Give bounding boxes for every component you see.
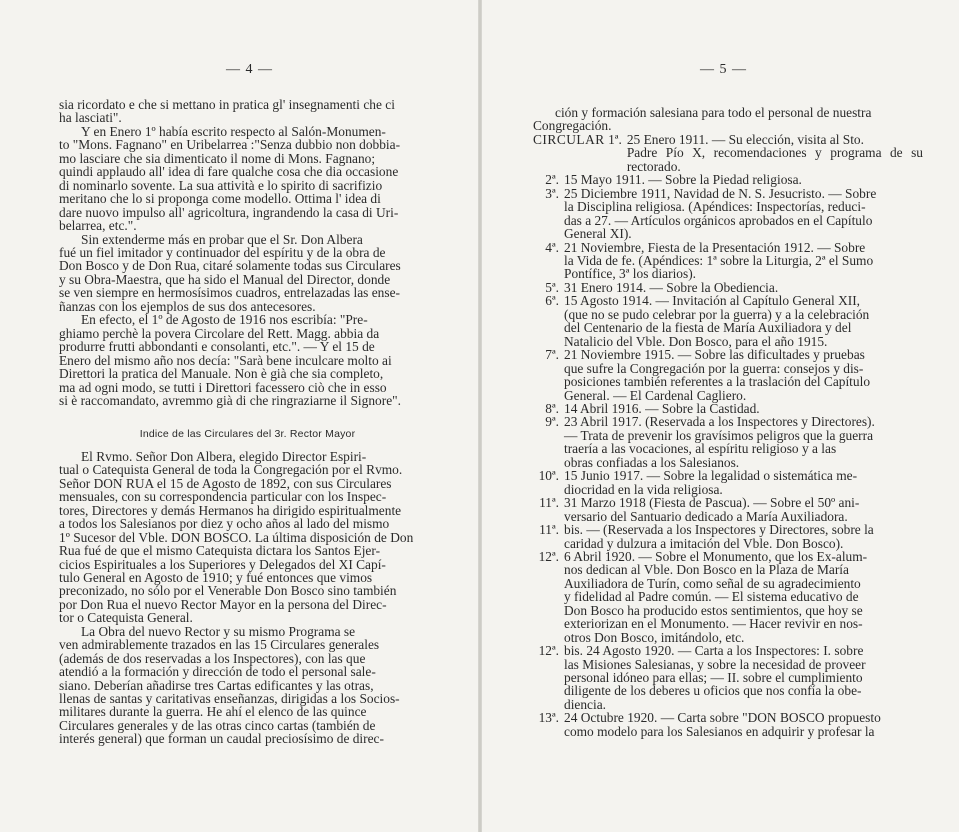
text-line: siano. Deberían añadirse tres Cartas edificantes y las otras, <box>59 677 374 693</box>
text-line: ción y formación salesiana para todo el personal de nuestra <box>555 105 872 120</box>
text-line: (que no se pudo celebrar por la guerra) y a la celebración <box>564 306 870 322</box>
circular-description <box>564 402 923 415</box>
circular-entry <box>533 348 923 402</box>
text-line: llenas de santas y caritativas enseñanzas, dirigidas a los Socios- <box>59 691 400 707</box>
circular-number <box>533 644 564 711</box>
text-line: atendió a la formación y dirección de todo el personal sale- <box>59 664 376 680</box>
circular-ordinal: 11ª. <box>539 522 559 538</box>
text-line: ma ad ogni modo, se tutti i Direttori facessero ciò che in esso <box>59 379 387 395</box>
text-line: Direttori la pratica del Manuale. Non è già che sia completo, <box>59 366 384 382</box>
circular-number <box>533 173 564 186</box>
circular-description <box>564 241 923 281</box>
circular-number <box>533 281 564 294</box>
text-line: 6 Abril 1920. — Sobre el Monumento, que los Ex-alum- <box>564 548 868 564</box>
text-line: las Misiones Salesianas, y sobre la necesidad de proveer <box>564 656 866 672</box>
circular-entry <box>533 187 923 241</box>
circular-ordinal: 4ª. <box>545 239 559 255</box>
text-line: versario del Santuario dedicado a María Auxiliadora. <box>564 508 848 524</box>
text-line: tores, Directores y demás Hermanos ha dirigido espiritualmente <box>59 502 402 518</box>
circular-number <box>533 402 564 415</box>
text-line: 25 Enero 1911. — Su elección, visita al Sto. <box>626 131 864 147</box>
text-line: interés general) que forman un caudal preciosísimo de direc- <box>59 731 384 747</box>
circular-entry <box>533 469 923 496</box>
circular-number <box>533 294 564 348</box>
circular-number <box>533 187 564 241</box>
text-line: diligente de los deberes u oficios que nos confía la obe- <box>564 683 862 699</box>
text-line: exteriorizan en el Monumento. — Hacer revivir en nos- <box>564 616 863 632</box>
circular-description <box>564 173 923 186</box>
text-line: di nominarlo sovente. La sua attività e lo spirito di sacrifizio <box>59 177 383 193</box>
text-line: Enero del mismo año nos decía: "Sarà bene inculcare molto ai <box>59 352 392 368</box>
left-page <box>0 0 478 832</box>
text-line: 21 Noviembre, Fiesta de la Presentación 1912. — Sobre <box>564 239 866 255</box>
text-line: Señor DON RUA el 15 de Agosto de 1892, con sus Circulares <box>59 475 392 491</box>
circular-number <box>533 415 564 469</box>
text-line: preconizado, no sólo por el Venerable Don Bosco sino también <box>59 583 397 599</box>
text-line: Don Bosco ha producido estos sentimientos, que hoy se <box>564 602 863 618</box>
circular-description <box>564 523 923 550</box>
text-line: El Rvmo. Señor Don Albera, elegido Director Espiri- <box>81 448 367 464</box>
text-line: 23 Abril 1917. (Reservada a los Inspectores y Directores). <box>564 414 875 430</box>
text-line: se ven siempre en hermosísimos cuadros, entrelazadas las ense- <box>59 285 400 301</box>
text-line: 15 Junio 1917. — Sobre la legalidad o sistemática me- <box>564 468 858 484</box>
circular-ordinal: 13ª. <box>538 710 559 726</box>
text-line: quindi applaudo all' idea di fare qualche cosa che dia occasione <box>59 164 399 180</box>
text-line: 14 Abril 1916. — Sobre la Castidad. <box>564 400 760 416</box>
text-line: Don Bosco y de Don Rua, citaré solamente todas sus Circulares <box>59 258 401 274</box>
circular-number <box>533 523 564 550</box>
right-page <box>482 0 959 832</box>
circular-number <box>533 348 564 402</box>
text-line: que sufre la Congregación por la guerra: consejos y dis- <box>564 360 864 376</box>
text-line: mensuales, con su correspondencia particular con los Inspec- <box>59 489 387 505</box>
text-line: Circulares generales y de las otras cinco cartas (también de <box>59 717 376 733</box>
text-line: tor o Catequista General. <box>59 610 193 626</box>
circular-entry <box>533 415 923 469</box>
circular-description <box>564 644 923 711</box>
circular-number <box>533 241 564 281</box>
circular-entry <box>533 294 923 348</box>
circular-ordinal: 11ª. <box>539 495 559 511</box>
circular-ordinal: 2ª. <box>545 172 559 188</box>
circular-description <box>564 711 923 738</box>
text-line: belarrea, etc.". <box>59 218 137 234</box>
text-line: ghiamo perchè la povera Circolare del Rett. Magg. abbia da <box>59 325 380 341</box>
text-line: fué un fiel imitador y continuador del espíritu y de la obra de <box>59 244 386 260</box>
circular-entry <box>533 496 923 523</box>
circular-description <box>564 550 923 644</box>
circular-entry <box>533 402 923 415</box>
text-line: bis. — (Reservada a los Inspectores y Directores, sobre la <box>564 522 874 538</box>
text-line: 31 Marzo 1918 (Fiesta de Pascua). — Sobre el 50º ani- <box>564 495 860 511</box>
text-line: ha lasciati". <box>59 110 122 126</box>
text-line: bis. 24 Agosto 1920. — Carta a los Inspectores: I. sobre <box>564 643 864 659</box>
text-line: meritano che lo si proponga come modello. Ottima l' idea di <box>59 191 381 207</box>
text-line: (además de dos reservadas a los Inspectores), con las que <box>59 650 366 666</box>
text-line: militares durante la guerra. He ahí el elenco de las quince <box>59 704 367 720</box>
text-line: mo lasciare che sia dimenticato il nome di Mons. Fagnano; <box>59 150 376 166</box>
text-line: la Vida de fe. (Apéndices: 1ª sobre la Liturgia, 2ª el Sumo <box>564 252 874 268</box>
text-line: Sin extenderme más en probar que el Sr. Don Albera <box>81 231 363 247</box>
circular-description <box>564 469 923 496</box>
text-line: nos dedican al Vble. Don Bosco en la Plaza de María <box>564 562 849 578</box>
circular-description <box>627 133 923 173</box>
circular-description <box>564 187 923 241</box>
circular-ordinal: 6ª. <box>545 293 559 309</box>
text-line: por Don Rua el nuevo Rector Mayor en la persona del Direc- <box>59 596 387 612</box>
text-line: tulo General en Agosto de 1910; y fué entonces que vimos <box>59 569 373 585</box>
circular-description <box>564 348 923 402</box>
circular-ordinal: 7ª. <box>545 347 559 363</box>
text-line: ñanzas con los ejemplos de sus dos antecesores. <box>59 298 316 314</box>
circular-number <box>533 496 564 523</box>
text-line: 1º Sucesor del Vble. DON BOSCO. La última disposición de Don <box>59 529 414 545</box>
circular-description <box>564 496 923 523</box>
text-line: diocridad en la vida religiosa. <box>564 481 723 497</box>
text-line: — Trata de prevenir los gravísimos peligros que la guerra <box>564 427 874 443</box>
text-line: otros Don Bosco, imitándolo, etc. <box>564 629 745 645</box>
text-line: del Centenario de la fiesta de María Auxiliadora y del <box>564 320 852 336</box>
circular-label: CIRCULAR <box>533 131 605 147</box>
circular-entry <box>533 523 923 550</box>
text-line: Auxiliadora de Turín, como señal de su agradecimiento <box>564 575 861 591</box>
text-line: tual o Catequista General de toda la Congregación por el Rvmo. <box>59 462 403 478</box>
circular-number <box>533 711 564 738</box>
circular-entry <box>533 550 923 644</box>
text-line: sia ricordato e che si mettano in pratica gl' insegnamenti che ci <box>59 97 395 112</box>
text-line: Natalicio del Vble. Don Bosco, para el año 1915. <box>564 333 828 349</box>
circular-entry <box>533 173 923 186</box>
circular-entry <box>533 241 923 281</box>
text-line: to "Mons. Fagnano" en Uribelarrea :"Senza dubbio non dobbia- <box>59 137 401 153</box>
text-line: diencia. <box>564 696 607 712</box>
circular-entry <box>533 711 923 738</box>
circular-number <box>533 469 564 496</box>
circular-ordinal: 12ª. <box>538 643 559 659</box>
circular-description <box>564 281 923 294</box>
circular-ordinal: 8ª. <box>545 400 559 416</box>
circular-ordinal: 12ª. <box>538 548 559 564</box>
circular-entry <box>533 281 923 294</box>
circular-ordinal: 5ª. <box>545 279 559 295</box>
text-line: ven admirablemente trazados en las 15 Circulares generales <box>59 637 380 653</box>
text-line: produrre frutti abbondanti e consolanti, etc.". — Y el 15 de <box>59 339 375 355</box>
text-line: General XI). <box>564 226 632 242</box>
text-line: traería a las vocaciones, al espíritu religioso y a las <box>564 441 837 457</box>
circular-description <box>564 415 923 469</box>
text-line: caridad y dulzura a imitación del Vble. Don Bosco). <box>564 535 844 551</box>
circular-number <box>533 550 564 644</box>
circular-number <box>533 133 627 173</box>
text-line: 21 Noviembre 1915. — Sobre las dificultades y pruebas <box>564 347 865 363</box>
text-line: La Obra del nuevo Rector y su mismo Programa se <box>81 623 356 639</box>
text-line: Rua fué de que el mismo Catequista dictara los Santos Ejer- <box>59 543 381 559</box>
text-line: obras confiadas a los Salesianos. <box>564 454 740 470</box>
circular-entry <box>533 644 923 711</box>
circular-entry <box>533 133 923 173</box>
text-line: dare nuovo impulso all' agricoltura, ingrandendo la casa di Uri- <box>59 204 399 220</box>
text-line: como modelo para los Salesianos en adquirir y profesar la <box>564 723 875 739</box>
page-number-right: — 5 — <box>700 62 747 77</box>
text-line: General. — El Cardenal Cagliero. <box>564 387 747 403</box>
text-line: la Disciplina religiosa. (Apéndices: Inspectorías, reduci- <box>564 199 866 215</box>
text-line: y su Obra-Maestra, que ha sido el Manual del Director, donde <box>59 271 391 287</box>
page-number-left: — 4 — <box>226 62 273 77</box>
text-line: Padre Pío X, recomendaciones y programa de su rectorado. <box>626 145 923 174</box>
text-line: a todos los Salesianos por diez y ocho años al lado del mismo <box>59 516 390 532</box>
text-line: En efecto, el 1º de Agosto de 1916 nos escribía: "Pre- <box>81 312 368 328</box>
text-line: personal idóneo para ellas; — II. sobre el cumplimiento <box>564 670 863 686</box>
text-line: 31 Enero 1914. — Sobre la Obediencia. <box>564 279 779 295</box>
text-line: 24 Octubre 1920. — Carta sobre "DON BOSCO propuesto <box>564 710 881 726</box>
text-line: 15 Agosto 1914. — Invitación al Capítulo General XII, <box>564 293 861 309</box>
section-heading: Indice de las Circulares del 3r. Rector Mayor <box>139 428 356 441</box>
left-page-body <box>59 98 436 746</box>
text-line: 25 Diciembre 1911, Navidad de N. S. Jesucristo. — Sobre <box>564 185 877 201</box>
text-line: Pontífice, 3ª los diarios). <box>564 266 697 282</box>
circular-description <box>564 294 923 348</box>
circular-list <box>533 133 923 738</box>
text-line: das a 27. — Artículos orgánicos aprobados en el Capítulo <box>564 212 873 228</box>
circular-ordinal: 1ª. <box>608 131 622 147</box>
circular-ordinal: 3ª. <box>545 185 559 201</box>
circular-ordinal: 10ª. <box>538 468 559 484</box>
right-page-body <box>533 106 923 738</box>
text-line: 15 Mayo 1911. — Sobre la Piedad religiosa. <box>564 172 802 188</box>
text-line: si è raccomandato, avremmo già di che ringraziarne il Signore". <box>59 392 401 408</box>
text-line: Y en Enero 1º había escrito respecto al Salón-Monumen- <box>81 123 386 139</box>
text-line: y fidelidad al Padre común. — El sistema educativo de <box>564 589 859 605</box>
text-line: Congregación. <box>533 118 612 134</box>
circular-ordinal: 9ª. <box>545 414 559 430</box>
text-line: cicios Espirituales a los Superiores y Delegados del XI Capí- <box>59 556 386 572</box>
text-line: posiciones también referentes a la traslación del Capítulo <box>564 374 871 390</box>
